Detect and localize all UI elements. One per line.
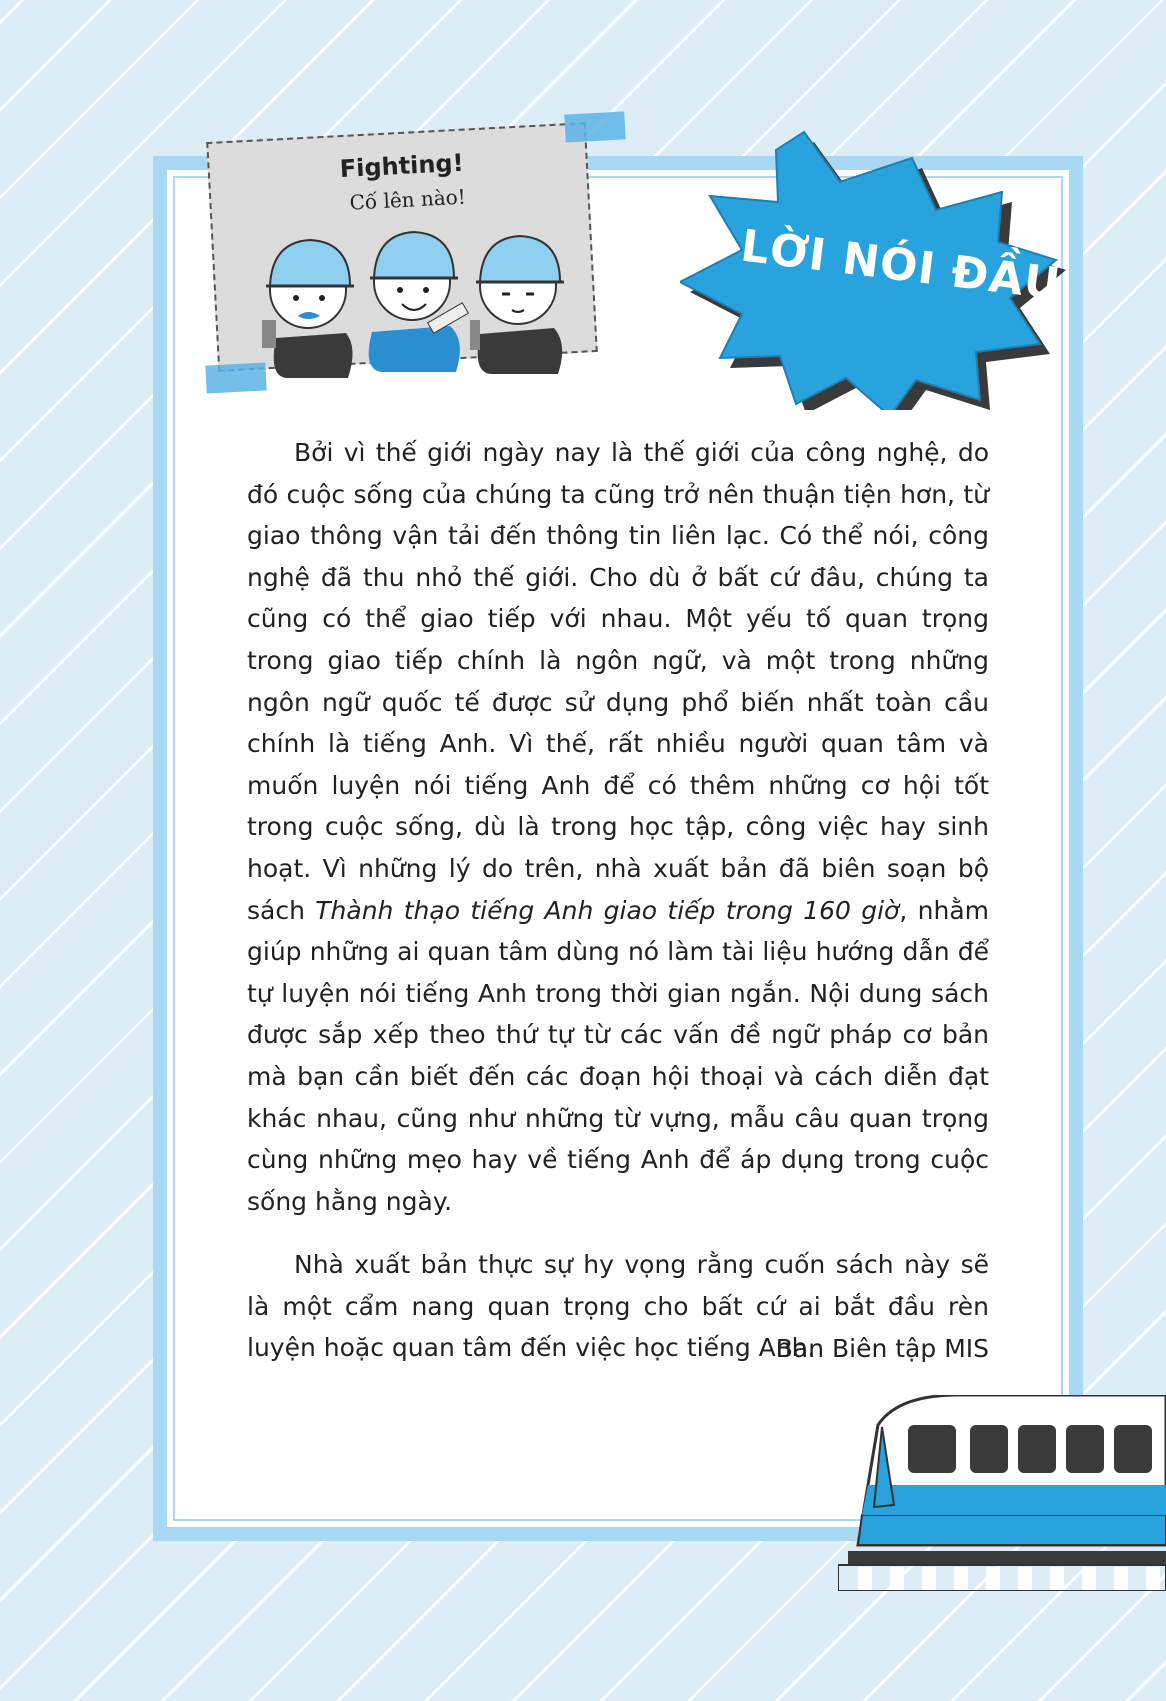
preface-body [247, 432, 989, 1369]
photo-title: Fighting! [339, 148, 465, 184]
paragraph-1-part-b: , nhằm giúp những ai quan tâm dùng nó làm tài liệu hướng dẫn để tự luyện nói tiếng Anh trong thời gian ngắn. Nội dung sách được sắp xếp theo thứ tự từ các vấn đề ngữ pháp cơ bản mà bạn cần biết đến các đoạn hội thoại và cách diễn đạt khác nhau, cũng như những từ vựng, mẫu câu quan trọng cùng những mẹo hay về tiếng Anh để áp dụng trong cuộc sống hằng ngày. [247, 895, 989, 1216]
tape-top [564, 111, 625, 142]
signature: Ban Biên tập MIS [775, 1334, 989, 1363]
book-title: Thành thạo tiếng Anh giao tiếp trong 160 giờ [315, 895, 900, 925]
worker-right-illustration [470, 236, 564, 374]
photo-subtitle: Cố lên nào! [348, 184, 467, 215]
paragraph-1-part-a: Bởi vì thế giới ngày nay là thế giới của công nghệ, do đó cuộc sống của chúng ta cũng trở nên thuận tiện hơn, từ giao thông vận tải đến thông tin liên lạc. Có thể nói, công nghệ đã thu nhỏ thế giới. Cho dù ở bất cứ đâu, chúng ta cũng có thể giao tiếp với nhau. Một yếu tố quan trọng trong giao tiếp chính là ngôn ngữ, và một trong những ngôn ngữ quốc tế được sử dụng phổ biến nhất toàn cầu chính là tiếng Anh. Vì thế, rất nhiều người quan tâm và muốn luyện nói tiếng Anh để có thêm những cơ hội tốt trong cuộc sống, dù là trong học tập, công việc hay sinh hoạt. Vì những lý do trên, nhà xuất bản đã biên soạn bộ sách [247, 438, 989, 925]
worker-left-illustration [262, 240, 354, 378]
paragraph-1 [247, 432, 989, 1222]
page-heading: LỜI NÓI ĐẦU [738, 220, 1064, 311]
worker-middle-illustration [369, 232, 469, 372]
paragraph-2: Nhà xuất bản thực sự hy vọng rằng cuốn sách này sẽ là một cẩm nang quan trọng cho bất cứ ai bắt đầu rèn luyện hoặc quan tâm đến việc học tiếng Anh. [247, 1250, 989, 1363]
train-illustration [838, 1395, 1166, 1591]
three-workers-illustration [258, 228, 578, 378]
